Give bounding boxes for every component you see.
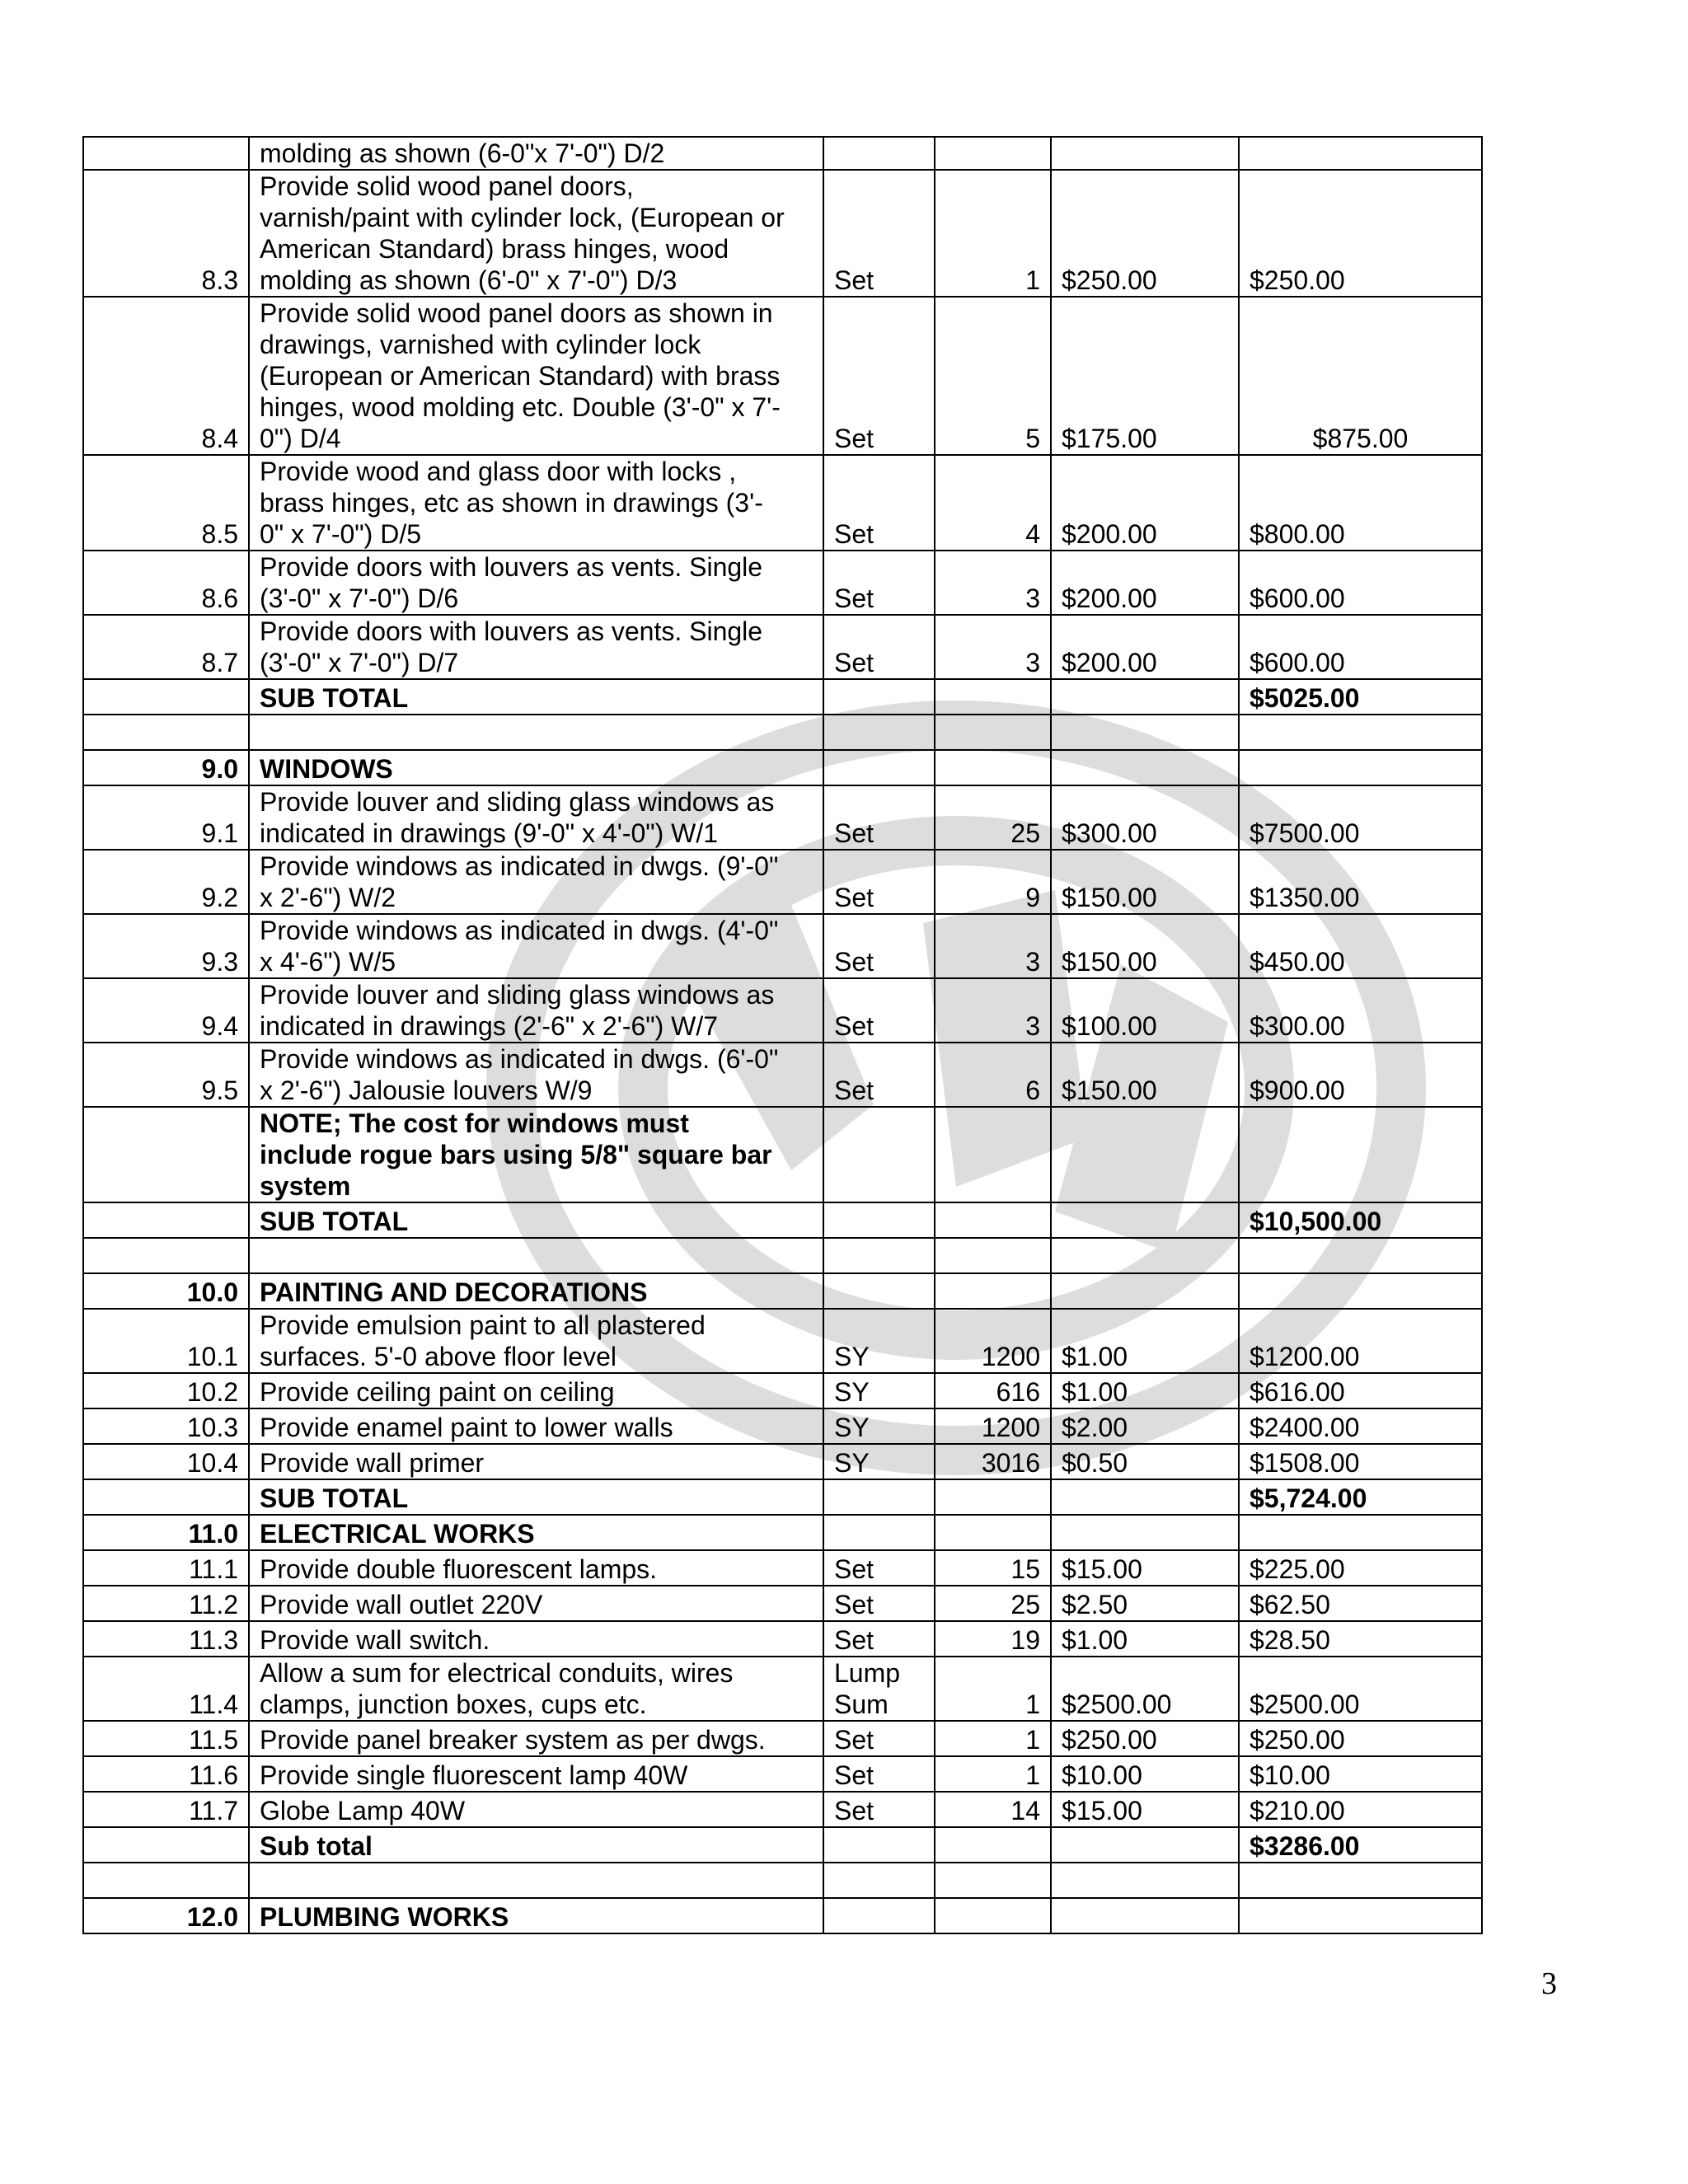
item-unit: Set — [823, 785, 935, 850]
item-amount: $300.00 — [1239, 978, 1482, 1043]
item-rate — [1051, 1863, 1239, 1898]
note-text: NOTE; The cost for windows must include rogue bars using 5/8" square bar system — [249, 1107, 823, 1202]
item-description: Sub total — [249, 1827, 823, 1863]
item-rate — [1051, 1827, 1239, 1863]
item-rate: $250.00 — [1051, 1721, 1239, 1756]
table-row — [83, 1238, 1482, 1273]
item-rate — [1051, 1898, 1239, 1933]
item-unit: Set — [823, 1550, 935, 1586]
item-unit — [823, 1479, 935, 1515]
item-number: 11.0 — [83, 1515, 249, 1550]
item-description: Provide wood and glass door with locks , brass hinges, etc as shown in drawings (3'- 0" x 7'-0") D/5 — [249, 455, 823, 551]
item-number: 11.2 — [83, 1586, 249, 1621]
item-unit — [823, 679, 935, 715]
item-rate — [1051, 1238, 1239, 1273]
item-unit — [823, 1515, 935, 1550]
item-amount: $616.00 — [1239, 1373, 1482, 1408]
item-unit — [823, 137, 935, 170]
item-rate — [1051, 137, 1239, 170]
item-amount: $5,724.00 — [1239, 1479, 1482, 1515]
item-rate — [1051, 1107, 1239, 1202]
table-row — [83, 1863, 1482, 1898]
table-row — [83, 1444, 1482, 1479]
table-row — [83, 679, 1482, 715]
table-row — [83, 551, 1482, 615]
item-amount: $900.00 — [1239, 1043, 1482, 1107]
item-amount — [1239, 137, 1482, 170]
item-amount: $28.50 — [1239, 1621, 1482, 1657]
item-number: 10.1 — [83, 1309, 249, 1373]
item-quantity: 1 — [935, 1756, 1051, 1792]
item-rate: $100.00 — [1051, 978, 1239, 1043]
item-rate: $15.00 — [1051, 1550, 1239, 1586]
table-row — [83, 1107, 1482, 1202]
item-quantity: 5 — [935, 297, 1051, 455]
item-description: Provide louver and sliding glass windows as indicated in drawings (9'-0" x 4'-0") W/1 — [249, 785, 823, 850]
item-number — [83, 1827, 249, 1863]
item-rate: $150.00 — [1051, 1043, 1239, 1107]
item-number: 11.6 — [83, 1756, 249, 1792]
item-rate: $10.00 — [1051, 1756, 1239, 1792]
item-number: 9.3 — [83, 914, 249, 978]
item-quantity: 1 — [935, 1721, 1051, 1756]
item-number: 8.7 — [83, 615, 249, 679]
item-rate: $150.00 — [1051, 914, 1239, 978]
item-description: Provide solid wood panel doors as shown in drawings, varnished with cylinder lock (European or American Standard) with brass hinges, wood molding etc. Double (3'-0" x 7'- 0") D/4 — [249, 297, 823, 455]
item-unit — [823, 1898, 935, 1933]
item-description: Allow a sum for electrical conduits, wires clamps, junction boxes, cups etc. — [249, 1657, 823, 1721]
item-unit: SY — [823, 1444, 935, 1479]
item-amount: $250.00 — [1239, 1721, 1482, 1756]
item-rate — [1051, 679, 1239, 715]
item-description: Provide single fluorescent lamp 40W — [249, 1756, 823, 1792]
item-unit: SY — [823, 1373, 935, 1408]
item-rate: $250.00 — [1051, 170, 1239, 297]
item-amount: $600.00 — [1239, 615, 1482, 679]
item-rate — [1051, 715, 1239, 750]
item-quantity: 25 — [935, 785, 1051, 850]
item-unit: SY — [823, 1408, 935, 1444]
item-quantity — [935, 1898, 1051, 1933]
item-amount: $10,500.00 — [1239, 1202, 1482, 1238]
table-row — [83, 1792, 1482, 1827]
item-quantity: 3 — [935, 978, 1051, 1043]
item-rate: $150.00 — [1051, 850, 1239, 914]
item-unit — [823, 1238, 935, 1273]
table-row — [83, 750, 1482, 785]
item-amount: $875.00 — [1239, 297, 1482, 455]
item-unit — [823, 1202, 935, 1238]
item-description: ELECTRICAL WORKS — [249, 1515, 823, 1550]
item-description: PAINTING AND DECORATIONS — [249, 1273, 823, 1309]
table-row — [83, 137, 1482, 170]
item-rate: $1.00 — [1051, 1373, 1239, 1408]
item-description: Provide solid wood panel doors, varnish/paint with cylinder lock, (European or American Standard) brass hinges, wood molding as shown (6'-0" x 7'-0") D/3 — [249, 170, 823, 297]
item-number: 12.0 — [83, 1898, 249, 1933]
item-quantity — [935, 1238, 1051, 1273]
item-description: Provide panel breaker system as per dwgs. — [249, 1721, 823, 1756]
item-amount: $1200.00 — [1239, 1309, 1482, 1373]
item-rate: $1.00 — [1051, 1309, 1239, 1373]
item-unit — [823, 750, 935, 785]
item-quantity: 1 — [935, 170, 1051, 297]
item-unit — [823, 1863, 935, 1898]
item-quantity: 9 — [935, 850, 1051, 914]
item-description — [249, 715, 823, 750]
table-row — [83, 1273, 1482, 1309]
table-row — [83, 1657, 1482, 1721]
item-quantity — [935, 137, 1051, 170]
table-row — [83, 978, 1482, 1043]
item-amount — [1239, 1898, 1482, 1933]
item-number — [83, 715, 249, 750]
item-number: 10.2 — [83, 1373, 249, 1408]
item-rate: $2500.00 — [1051, 1657, 1239, 1721]
item-description: SUB TOTAL — [249, 679, 823, 715]
item-description — [249, 1863, 823, 1898]
item-number — [83, 679, 249, 715]
item-number — [83, 1238, 249, 1273]
item-number: 8.6 — [83, 551, 249, 615]
item-amount: $2500.00 — [1239, 1657, 1482, 1721]
item-unit: Set — [823, 1721, 935, 1756]
item-unit: Set — [823, 1586, 935, 1621]
item-quantity — [935, 715, 1051, 750]
item-description: SUB TOTAL — [249, 1202, 823, 1238]
item-quantity — [935, 1107, 1051, 1202]
table-row — [83, 850, 1482, 914]
table-row — [83, 1621, 1482, 1657]
item-description: PLUMBING WORKS — [249, 1898, 823, 1933]
item-quantity — [935, 750, 1051, 785]
item-amount: $600.00 — [1239, 551, 1482, 615]
item-description: SUB TOTAL — [249, 1479, 823, 1515]
item-rate: $1.00 — [1051, 1621, 1239, 1657]
item-rate: $300.00 — [1051, 785, 1239, 850]
item-unit: Set — [823, 978, 935, 1043]
page-number: 3 — [1541, 1966, 1557, 2001]
item-description — [249, 1238, 823, 1273]
item-number: 10.4 — [83, 1444, 249, 1479]
item-amount: $225.00 — [1239, 1550, 1482, 1586]
item-number: 9.5 — [83, 1043, 249, 1107]
item-amount — [1239, 715, 1482, 750]
item-rate: $2.00 — [1051, 1408, 1239, 1444]
item-number: 11.1 — [83, 1550, 249, 1586]
item-amount — [1239, 1107, 1482, 1202]
item-rate — [1051, 1515, 1239, 1550]
item-number: 9.0 — [83, 750, 249, 785]
item-amount: $62.50 — [1239, 1586, 1482, 1621]
item-amount — [1239, 1273, 1482, 1309]
item-quantity: 19 — [935, 1621, 1051, 1657]
item-number — [83, 1107, 249, 1202]
item-number — [83, 1863, 249, 1898]
item-description: molding as shown (6-0"x 7'-0") D/2 — [249, 137, 823, 170]
item-unit: Set — [823, 1043, 935, 1107]
item-rate: $0.50 — [1051, 1444, 1239, 1479]
item-quantity: 4 — [935, 455, 1051, 551]
item-rate — [1051, 1202, 1239, 1238]
item-number: 8.3 — [83, 170, 249, 297]
item-quantity — [935, 1273, 1051, 1309]
item-unit: Set — [823, 914, 935, 978]
table-row — [83, 1309, 1482, 1373]
item-unit: Set — [823, 170, 935, 297]
table-row — [83, 1898, 1482, 1933]
table-row — [83, 1586, 1482, 1621]
item-quantity: 25 — [935, 1586, 1051, 1621]
item-quantity — [935, 1863, 1051, 1898]
item-unit — [823, 715, 935, 750]
item-rate — [1051, 1479, 1239, 1515]
item-quantity — [935, 1515, 1051, 1550]
table-row — [83, 170, 1482, 297]
table-row — [83, 1515, 1482, 1550]
item-number: 9.1 — [83, 785, 249, 850]
item-description: Provide wall outlet 220V — [249, 1586, 823, 1621]
item-description: Provide doors with louvers as vents. Single (3'-0" x 7'-0") D/7 — [249, 615, 823, 679]
item-rate: $2.50 — [1051, 1586, 1239, 1621]
item-number: 11.3 — [83, 1621, 249, 1657]
item-number — [83, 137, 249, 170]
item-rate: $200.00 — [1051, 551, 1239, 615]
item-description: Provide ceiling paint on ceiling — [249, 1373, 823, 1408]
item-quantity: 1200 — [935, 1408, 1051, 1444]
item-unit: Set — [823, 551, 935, 615]
table-row — [83, 1550, 1482, 1586]
item-unit: Set — [823, 455, 935, 551]
item-quantity: 1200 — [935, 1309, 1051, 1373]
item-description: Provide windows as indicated in dwgs. (9'-0" x 2'-6") W/2 — [249, 850, 823, 914]
item-description: Provide windows as indicated in dwgs. (6'-0" x 2'-6") Jalousie louvers W/9 — [249, 1043, 823, 1107]
item-description: Provide double fluorescent lamps. — [249, 1550, 823, 1586]
table-row — [83, 297, 1482, 455]
item-rate: $200.00 — [1051, 455, 1239, 551]
item-number: 9.2 — [83, 850, 249, 914]
item-description: Provide wall primer — [249, 1444, 823, 1479]
item-number: 11.5 — [83, 1721, 249, 1756]
item-number: 9.4 — [83, 978, 249, 1043]
item-unit: Lump Sum — [823, 1657, 935, 1721]
item-number: 8.5 — [83, 455, 249, 551]
item-amount: $1508.00 — [1239, 1444, 1482, 1479]
table-row — [83, 785, 1482, 850]
item-amount — [1239, 1238, 1482, 1273]
table-row — [83, 1202, 1482, 1238]
item-rate: $15.00 — [1051, 1792, 1239, 1827]
item-unit — [823, 1827, 935, 1863]
item-unit: Set — [823, 1756, 935, 1792]
item-rate: $200.00 — [1051, 615, 1239, 679]
table-row — [83, 1827, 1482, 1863]
item-unit — [823, 1273, 935, 1309]
item-quantity: 3016 — [935, 1444, 1051, 1479]
item-number — [83, 1202, 249, 1238]
item-unit: Set — [823, 1792, 935, 1827]
table-row — [83, 455, 1482, 551]
item-amount — [1239, 1515, 1482, 1550]
item-unit: Set — [823, 1621, 935, 1657]
item-number — [83, 1479, 249, 1515]
item-rate — [1051, 1273, 1239, 1309]
item-description: Provide enamel paint to lower walls — [249, 1408, 823, 1444]
item-number: 10.3 — [83, 1408, 249, 1444]
item-amount: $2400.00 — [1239, 1408, 1482, 1444]
item-quantity: 616 — [935, 1373, 1051, 1408]
item-number: 10.0 — [83, 1273, 249, 1309]
item-quantity: 3 — [935, 551, 1051, 615]
item-amount: $3286.00 — [1239, 1827, 1482, 1863]
table-row — [83, 914, 1482, 978]
item-amount: $7500.00 — [1239, 785, 1482, 850]
item-quantity — [935, 1827, 1051, 1863]
item-quantity — [935, 679, 1051, 715]
table-row — [83, 1043, 1482, 1107]
item-quantity: 14 — [935, 1792, 1051, 1827]
item-amount: $450.00 — [1239, 914, 1482, 978]
item-amount — [1239, 750, 1482, 785]
item-rate — [1051, 750, 1239, 785]
item-unit: Set — [823, 850, 935, 914]
item-description: Provide emulsion paint to all plastered surfaces. 5'-0 above floor level — [249, 1309, 823, 1373]
table-row — [83, 1479, 1482, 1515]
item-description: Provide louver and sliding glass windows as indicated in drawings (2'-6" x 2'-6") W/7 — [249, 978, 823, 1043]
item-amount: $800.00 — [1239, 455, 1482, 551]
table-row — [83, 1721, 1482, 1756]
item-amount: $250.00 — [1239, 170, 1482, 297]
item-description: Provide wall switch. — [249, 1621, 823, 1657]
table-row — [83, 1373, 1482, 1408]
item-quantity: 3 — [935, 914, 1051, 978]
item-number: 11.4 — [83, 1657, 249, 1721]
item-amount: $10.00 — [1239, 1756, 1482, 1792]
item-description: Globe Lamp 40W — [249, 1792, 823, 1827]
item-amount: $5025.00 — [1239, 679, 1482, 715]
item-unit: Set — [823, 615, 935, 679]
item-description: Provide windows as indicated in dwgs. (4'-0" x 4'-6") W/5 — [249, 914, 823, 978]
item-quantity: 15 — [935, 1550, 1051, 1586]
table-row — [83, 715, 1482, 750]
table-row — [83, 615, 1482, 679]
item-amount — [1239, 1863, 1482, 1898]
bill-of-quantities-table — [82, 136, 1483, 1934]
item-unit: Set — [823, 297, 935, 455]
item-number: 11.7 — [83, 1792, 249, 1827]
item-rate: $175.00 — [1051, 297, 1239, 455]
table-row — [83, 1408, 1482, 1444]
item-quantity: 3 — [935, 615, 1051, 679]
item-number: 8.4 — [83, 297, 249, 455]
item-quantity: 1 — [935, 1657, 1051, 1721]
item-quantity — [935, 1202, 1051, 1238]
item-amount: $1350.00 — [1239, 850, 1482, 914]
item-unit — [823, 1107, 935, 1202]
item-quantity: 6 — [935, 1043, 1051, 1107]
item-amount: $210.00 — [1239, 1792, 1482, 1827]
item-description: Provide doors with louvers as vents. Single (3'-0" x 7'-0") D/6 — [249, 551, 823, 615]
table-row — [83, 1756, 1482, 1792]
item-description: WINDOWS — [249, 750, 823, 785]
item-unit: SY — [823, 1309, 935, 1373]
item-quantity — [935, 1479, 1051, 1515]
